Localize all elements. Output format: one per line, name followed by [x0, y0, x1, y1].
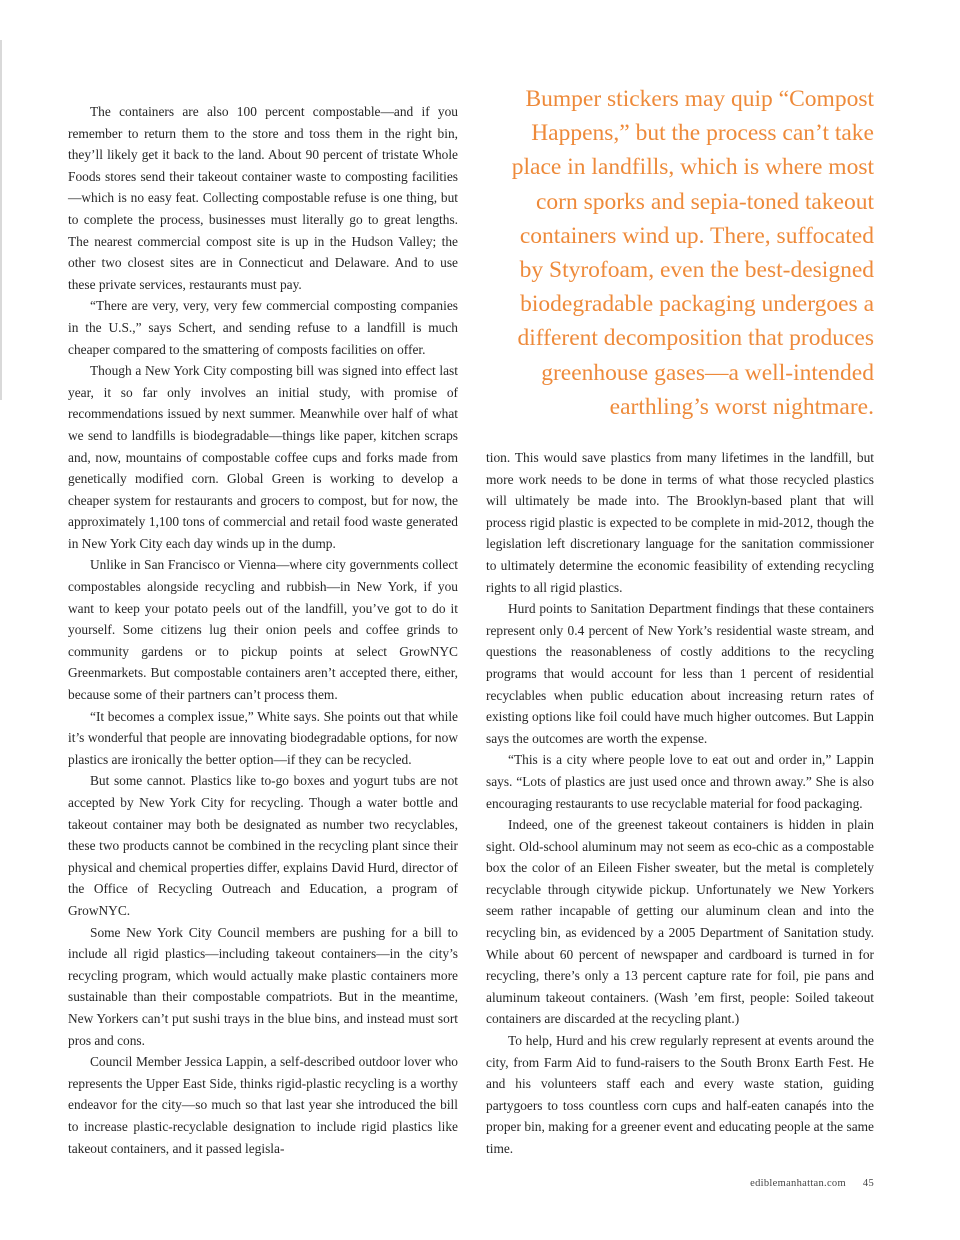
footer-site-url: ediblemanhattan.com — [750, 1178, 846, 1189]
article-right-column — [486, 447, 874, 1160]
paragraph: Indeed, one of the greenest takeout containers is hidden in plain sight. Old-school aluminum may not seem as eco-chic as a compostable box the color of an Eileen Fisher sweater, but the metal is completely recyclable through citywide pickup. Unfortunately we New Yorkers seem rather incapable of getting our aluminum clean and into the recycling bin, as evidenced by a 2005 Department of Sanitation study. While about 60 percent of newspaper and cardboard is turned in for recycling, there’s only a 13 percent capture rate for foil, pie pans and aluminum takeout containers. (Wash ’em first, people: Soiled takeout containers are discarded at the recycling plant.) — [486, 817, 874, 1027]
page-edge-divider — [0, 40, 2, 400]
paragraph: Some New York City Council members are pushing for a bill to include all rigid plastics—including takeout containers—in the city’s recycling program, which would actually make plastic containers more sustainable than their compostable compatriots. But in the meantime, New Yorkers can’t put sushi trays in the blue bins, and instead must sort pros and cons. — [68, 924, 458, 1048]
paragraph: “There are very, very, very few commercial composting companies in the U.S.,” says Schert, and sending refuse to a landfill is much cheaper compared to the smattering of composts facilities on offer. — [68, 298, 458, 357]
article-left-column — [68, 101, 458, 1159]
page-number: 45 — [862, 1178, 874, 1189]
paragraph: The containers are also 100 percent compostable—and if you remember to return them to the store and toss them in the right bin, they’ll likely get it back to the land. About 90 percent of tristate Whole Foods stores send their takeout container waste to composting facilities—which is no easy feat. Collecting compostable refuse is one thing, but to complete the process, businesses must literally go to great lengths. The nearest commercial compost site is up in the Hudson Valley; the other two closest sites are in Connecticut and Delaware. And to use these private services, restaurants must pay. — [68, 104, 458, 292]
paragraph: To help, Hurd and his crew regularly represent at events around the city, from Farm Aid to fund-raisers to the South Bronx Earth Fest. He and his volunteers staff each and every waste station, guiding partygoers to toss countless corn cups and half-eaten canapés into the proper bin, making for a greener event and educating people at the same time. — [486, 1033, 874, 1156]
paragraph: But some cannot. Plastics like to-go boxes and yogurt tubs are not accepted by New York City for recycling. Though a water bottle and takeout container may both be designated as number two recyclables, these two products cannot be combined in the recycling plant since their physical and chemical properties differ, explains David Hurd, director of the Office of Recycling Outreach and Education, a program of GrowNYC. — [68, 773, 458, 918]
paragraph: “It becomes a complex issue,” White says. She points out that while it’s wonderful that people are innovating biodegradable options, for now plastics are ironically the better option—if they can be recycled. — [68, 708, 458, 767]
paragraph: Unlike in San Francisco or Vienna—where city governments collect compostables alongside recycling and rubbish—in New York, if you want to keep your potato peels out of the landfill, you’ve got to do it yourself. Some citizens lug their onion peels and coffee grinds to community gardens or to pickup points at select GrowNYC Greenmarkets. But compostable containers aren’t accepted there, either, because some of their partners can’t process them. — [68, 557, 458, 703]
paragraph: Council Member Jessica Lappin, a self-described outdoor lover who represents the Upper East Side, thinks rigid-plastic recycling is a worthy endeavor for the city—so much so that last year she introduced the bill to increase plastic-recyclable designation to include rigid plastics like takeout containers, and it passed legisla- — [68, 1054, 458, 1156]
paragraph: Though a New York City composting bill was signed into effect last year, it so far only involves an initial study, with promise of recommendations issued by next summer. Meanwhile over half of what we send to landfills is biodegradable—things like paper, kitchen scraps and, now, mountains of compostable coffee cups and forks made from genetically modified corn. Global Green is working to develop a cheaper system for restaurants and grocers to compost, but for now, the approximately 1,100 tons of commercial and retail food waste generated in New York City each day winds up in the dump. — [68, 363, 458, 551]
pull-quote: Bumper stickers may quip “Compost Happens,” but the process can’t take place in landfills, which is where most corn sporks and sepia-toned takeout containers wind up. There, suffocated by Styrofoam, even the best-designed biodegradable packaging undergoes a different decomposition that produces greenhouse gases—a well-intended earthling’s worst nightmare. — [511, 86, 874, 420]
page-footer — [750, 1178, 874, 1189]
paragraph: Hurd points to Sanitation Department findings that these containers represent only 0.4 percent of New York’s residential waste stream, and questions the reasonableness of costly additions to the recycling programs that would account for less than 1 percent of residential recyclables when public education about increasing return rates of existing options like foil could have much higher outcomes. But Lappin says the outcomes are worth the expense. — [486, 601, 874, 746]
paragraph: “This is a city where people love to eat out and order in,” Lappin says. “Lots of plastics are just used once and thrown away.” She is also encouraging restaurants to use recyclable material for food packaging. — [486, 752, 874, 811]
paragraph: tion. This would save plastics from many lifetimes in the landfill, but more work needs to be done in terms of what those recycled plastics will ultimately be made into. The Brooklyn-based plant that will process rigid plastic is expected to be complete in mid-2012, though the legislation left discretionary language for the sanitation commissioner to ultimately determine the economic feasibility of extending recycling rights to all rigid plastics. — [486, 450, 874, 595]
